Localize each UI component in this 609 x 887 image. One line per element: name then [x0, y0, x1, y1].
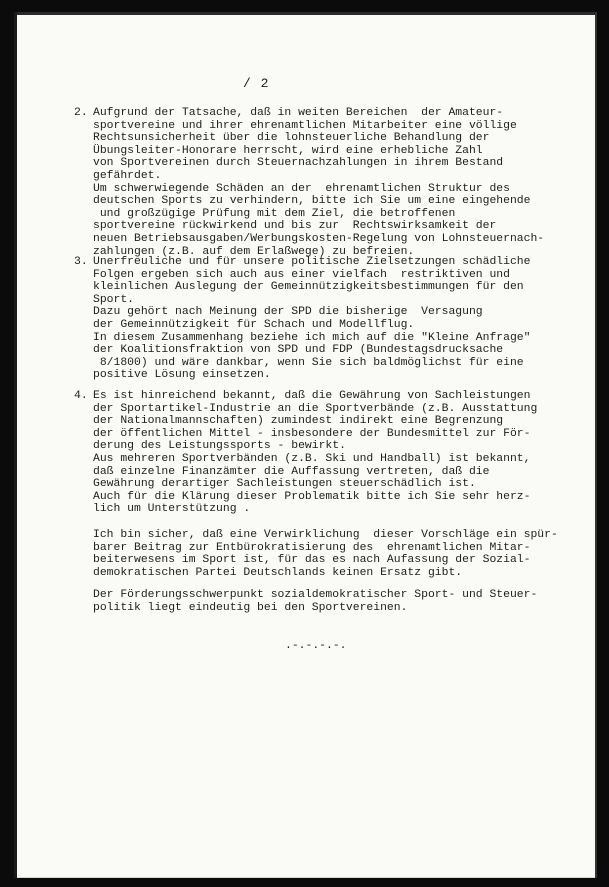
text-line: und großzügige Prüfung mit dem Ziel, die betroffenen — [93, 207, 456, 220]
text-line: Folgen ergeben sich auch aus einer vielfach restriktiven und — [93, 268, 510, 281]
item-number: 2. — [74, 107, 88, 119]
scan-edge-top — [14, 12, 597, 15]
text-line: Ich bin sicher, daß eine Verwirklichung dieser Vorschläge ein spür- — [93, 529, 558, 541]
text-line: von Sportvereinen durch Steuernachzahlungen in ihrem Bestand — [93, 157, 504, 170]
text-line: beiterwesens im Sport ist, für das es nach Aufassung der Sozial- — [93, 554, 531, 567]
item-text — [93, 390, 574, 516]
text-line: Um schwerwiegende Schäden an der ehrenamtlichen Struktur des — [93, 182, 510, 195]
text-line: der Gemeinnützigkeit für Schach und Modellflug. — [93, 318, 415, 331]
text-line: Dazu gehört nach Meinung der SPD die bisherige Versagung — [93, 306, 483, 319]
text-line: lich um Unterstützung . — [93, 503, 251, 516]
item-number: 3. — [74, 256, 88, 268]
text-line: Der Förderungsschwerpunkt sozialdemokratischer Sport- und Steuer- — [93, 589, 538, 601]
text-line: der Koalitionsfraktion von SPD und FDP (Bundestagsdrucksache — [93, 344, 504, 357]
text-line: Rechtsunsicherheit über die lohnsteuerliche Behandlung der — [93, 132, 490, 145]
text-line: derung des Leistungssports - bewirkt. — [93, 440, 346, 453]
text-line: zahlungen (z.B. auf dem Erlaßwege) zu befreien. — [93, 245, 415, 258]
text-line: Aufgrund der Tatsache, daß in weiten Bereichen der Amateur- — [93, 107, 504, 119]
closing-paragraph — [93, 529, 593, 579]
text-line: kleinlichen Auslegung der Gemeinnützigkeitsbestimmungen für den — [93, 281, 524, 294]
text-line: sportvereine und ihrer ehrenamtlichen Mitarbeiter eine völlige — [93, 119, 517, 132]
text-line: gefährdet. — [93, 169, 162, 182]
text-line: Sport. — [93, 293, 135, 306]
summary-paragraph — [93, 589, 593, 614]
page-number: / 2 — [243, 76, 270, 91]
text-line: 8/1800) und wäre dankbar, wenn Sie sich baldmöglichst für eine — [93, 356, 524, 369]
text-line: positive Lösung einsetzen. — [93, 369, 271, 382]
text-line: Übungsleiter-Honorare herrscht, wird eine erhebliche Zahl — [93, 144, 483, 157]
scan-edge-left — [14, 12, 17, 878]
scan-edge-right — [595, 12, 597, 878]
text-line: barer Beitrag zur Entbürokratisierung des ehrenamtlichen Mitar- — [93, 541, 531, 554]
item-number: 4. — [74, 390, 88, 402]
text-line: Gewährung derartiger Sachleistungen steuerschädlich ist. — [93, 478, 476, 491]
item-text — [93, 107, 574, 258]
text-line: sportvereine rückwirkend und bis zur Rechtswirksamkeit der — [93, 220, 497, 233]
text-line: In diesem Zusammenhang beziehe ich mich auf die "Kleine Anfrage" — [93, 331, 531, 344]
document-page — [14, 12, 597, 878]
text-line: daß einzelne Finanzämter die Auffassung vertreten, daß die — [93, 465, 490, 478]
text-line: deutschen Sports zu verhindern, bitte ich Sie um eine eingehende — [93, 195, 531, 208]
text-line: Aus mehreren Sportverbänden (z.B. Ski und Handball) ist bekannt, — [93, 452, 531, 465]
text-line: der öffentlichen Mittel - insbesondere der Bundesmittel zur För- — [93, 427, 531, 440]
text-line: Unerfreuliche und für unsere politische Zielsetzungen schädliche — [93, 256, 531, 268]
text-line: demokratischen Partei Deutschlands keinen Ersatz gibt. — [93, 566, 463, 579]
text-line: Es ist hinreichend bekannt, daß die Gewährung von Sachleistungen — [93, 390, 531, 402]
text-line: neuen Betriebsausgaben/Werbungskosten-Regelung von Lohnsteuernach- — [93, 232, 545, 245]
text-line: der Sportartikel-Industrie an die Sportverbände (z.B. Ausstattung — [93, 402, 538, 415]
text-line: politik liegt eindeutig bei den Sportvereinen. — [93, 601, 408, 614]
text-line: Auch für die Klärung dieser Problematik bitte ich Sie sehr herz- — [93, 490, 531, 503]
item-text — [93, 256, 574, 382]
list-item-2 — [74, 107, 574, 258]
list-item-3 — [74, 256, 574, 382]
end-separator: .-.-.-.-. — [285, 640, 347, 652]
list-item-4 — [74, 390, 574, 516]
text-line: der Nationalmannschaften) zumindest indirekt eine Begrenzung — [93, 415, 504, 428]
